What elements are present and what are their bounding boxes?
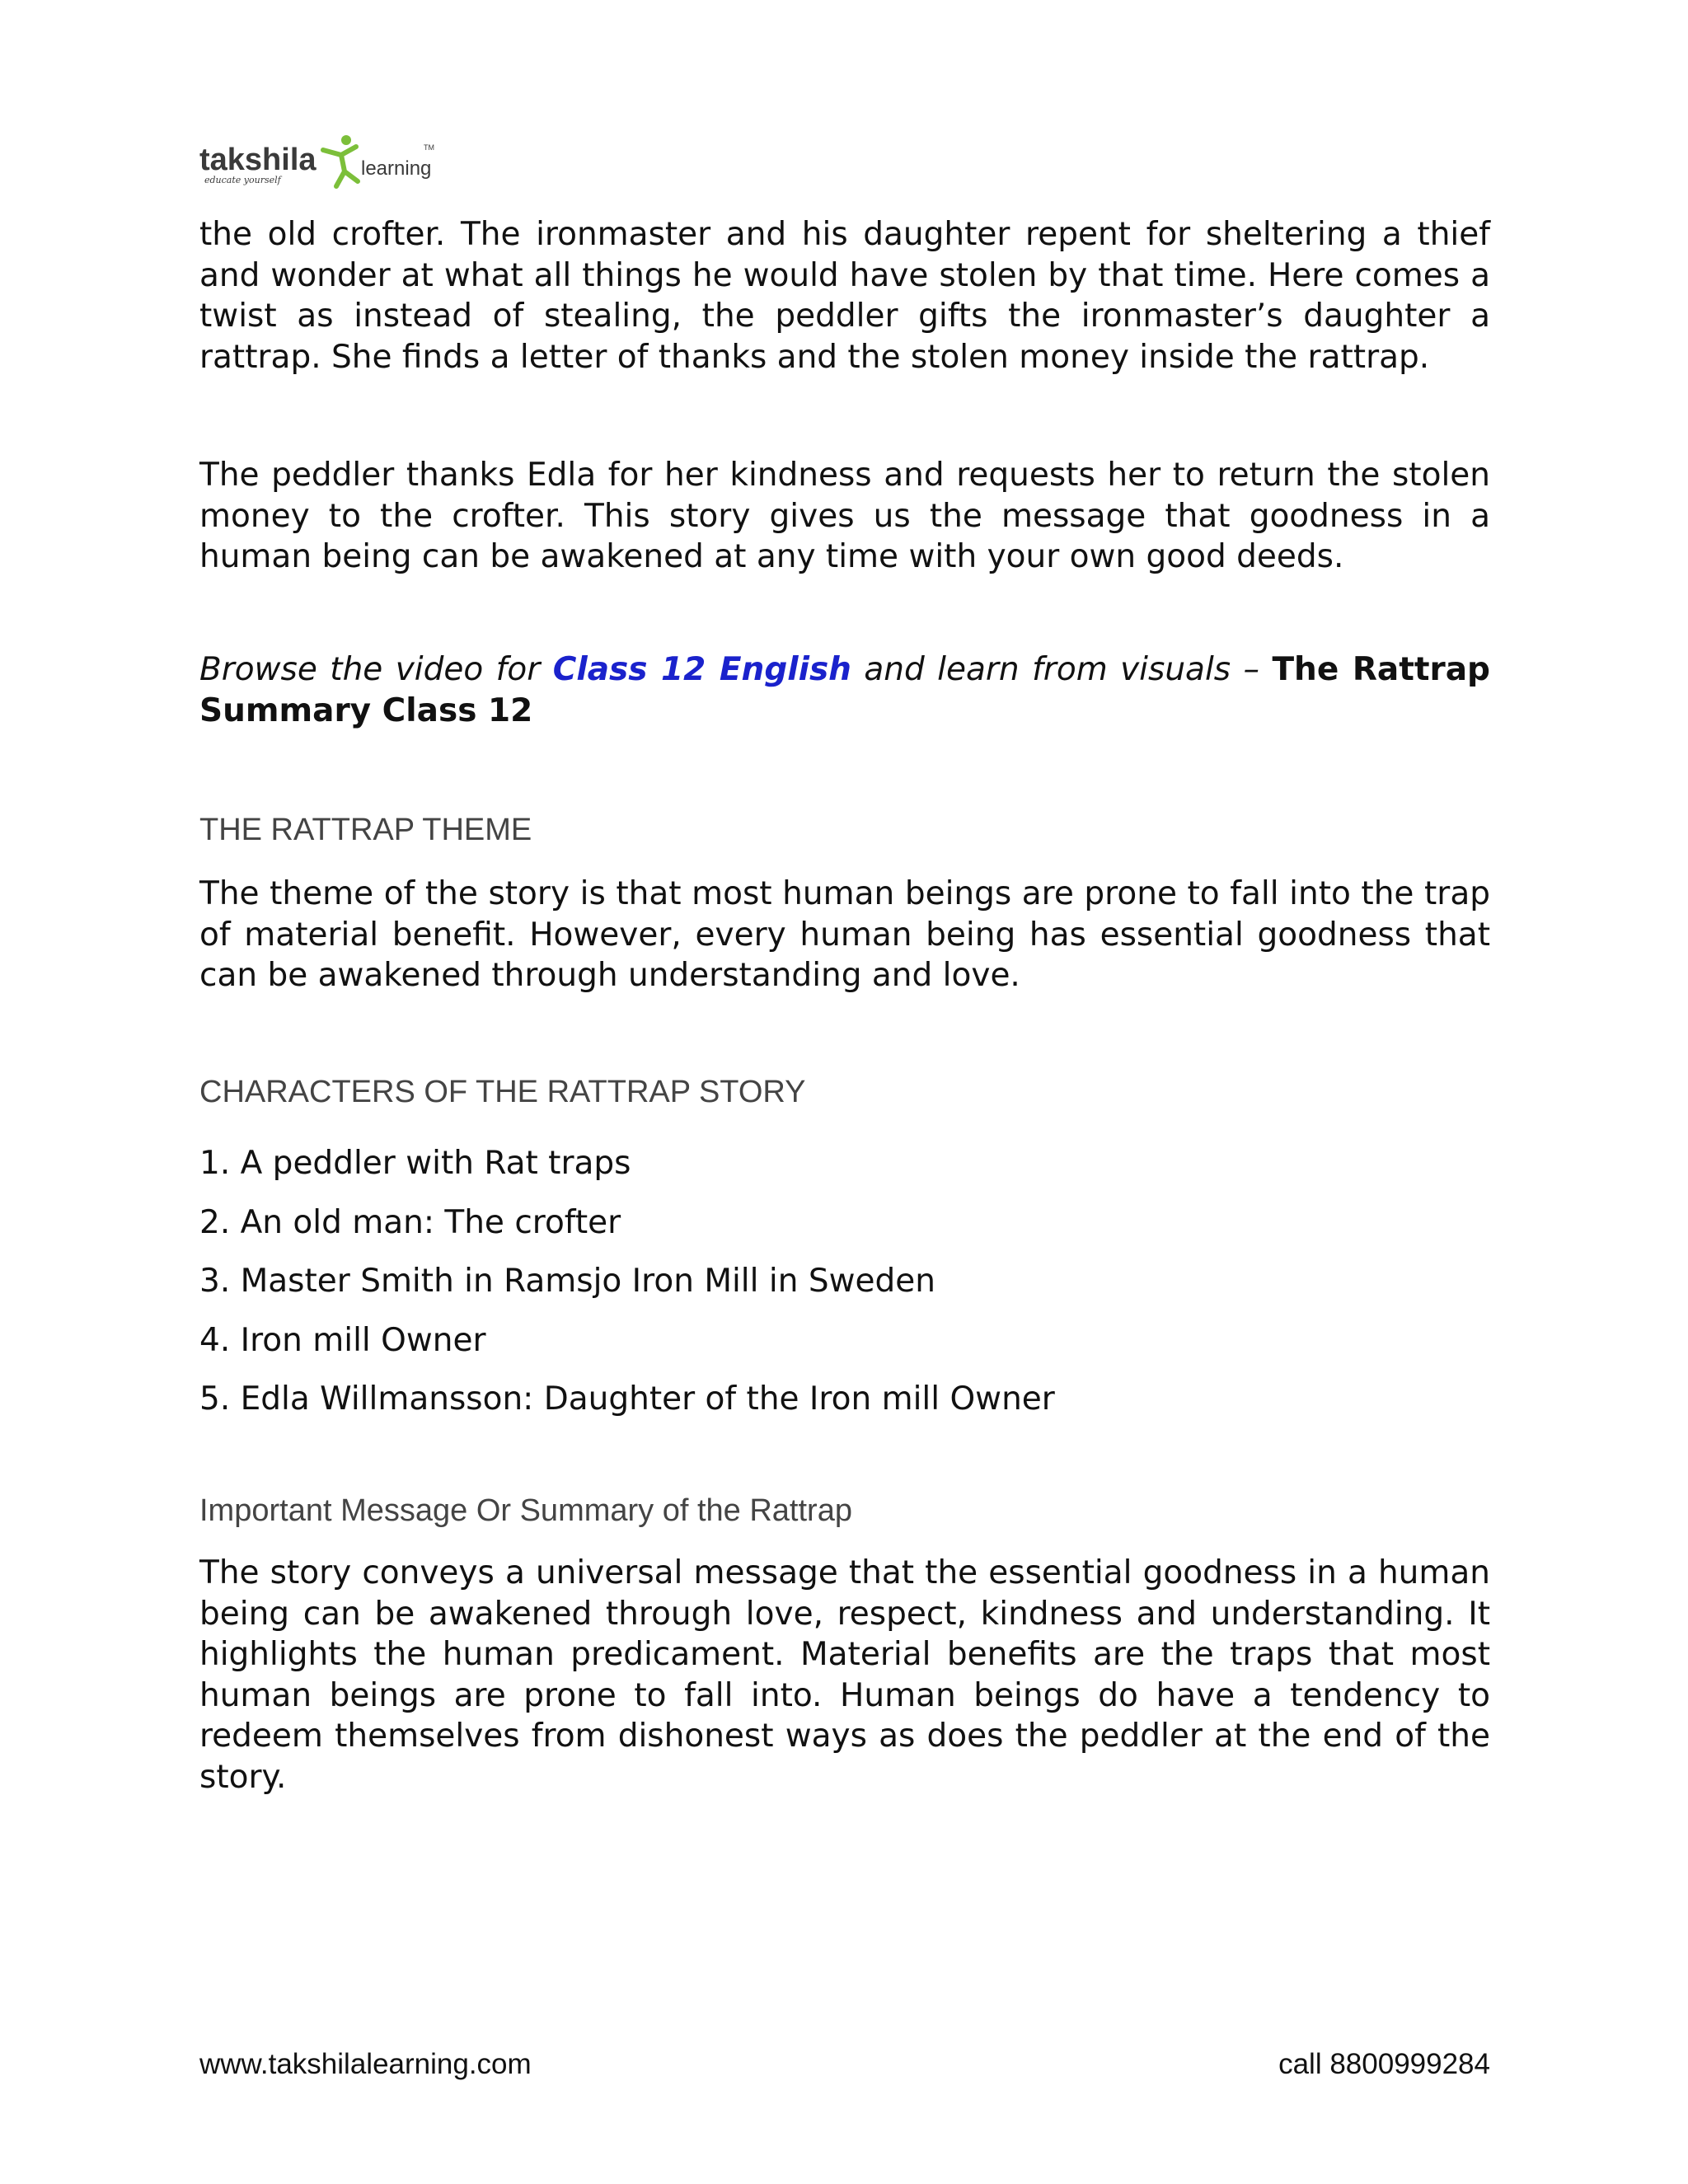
browse-middle: and learn from visuals – — [864, 651, 1260, 688]
logo-figure-icon — [323, 135, 358, 186]
theme-paragraph: The theme of the story is that most human beings are prone to fall into the trap of material benefit. However, every human being has essential goodness that can be awakened through understanding and love. — [199, 875, 1490, 994]
rattrap-summary-title: The Rattrap Summary Class 12 — [199, 651, 1490, 729]
browse-prefix: Browse the video for — [199, 651, 541, 688]
logo-brand: takshila — [199, 143, 316, 177]
takshila-logo-graphic — [199, 132, 447, 198]
characters-list — [199, 1134, 1055, 1429]
footer-phone: call 8800999284 — [1278, 2048, 1490, 2080]
theme-heading: THE RATTRAP THEME — [199, 813, 532, 847]
list-item: 4. Iron mill Owner — [199, 1321, 486, 1359]
characters-heading: CHARACTERS OF THE RATTRAP STORY — [199, 1075, 806, 1109]
intro-paragraph: the old crofter. The ironmaster and his daughter repent for sheltering a thief and wonder at what all things he would have stolen by that time. Here comes a twist as instead of stealing, the peddler gifts the ironmaster’s daughter a rattrap. She finds a letter of thanks and the stolen money inside the rattrap. — [199, 216, 1490, 376]
logo-tagline: educate yourself — [204, 175, 281, 185]
footer-website[interactable]: www.takshilalearning.com — [199, 2048, 532, 2080]
list-item: 1. A peddler with Rat traps — [199, 1145, 631, 1182]
takshila-logo — [199, 132, 447, 198]
message-paragraph: The peddler thanks Edla for her kindness and requests her to return the stolen money to the crofter. This story gives us the message that goodness in a human being can be awakened at any time with your own good deeds. — [199, 457, 1490, 575]
class-12-english-link[interactable]: Class 12 English — [552, 651, 851, 688]
summary-heading: Important Message Or Summary of the Rattrap — [199, 1493, 852, 1528]
list-item: 3. Master Smith in Ramsjo Iron Mill in Sweden — [199, 1263, 935, 1300]
list-item: 5. Edla Willmansson: Daughter of the Iron mill Owner — [199, 1380, 1055, 1418]
list-item: 2. An old man: The crofter — [199, 1203, 621, 1241]
logo-suffix: learning — [361, 157, 432, 180]
logo-tm: TM — [424, 143, 434, 152]
summary-paragraph: The story conveys a universal message that the essential goodness in a human being can be awakened through love, respect, kindness and understanding. It highlights the human predicament. Material benefits are the traps that most human beings are prone to fall into. Human beings do have a tendency to redeem themselves from dishonest ways as does the peddler at the end of the story. — [199, 1554, 1490, 1796]
browse-video-paragraph — [199, 649, 1490, 731]
